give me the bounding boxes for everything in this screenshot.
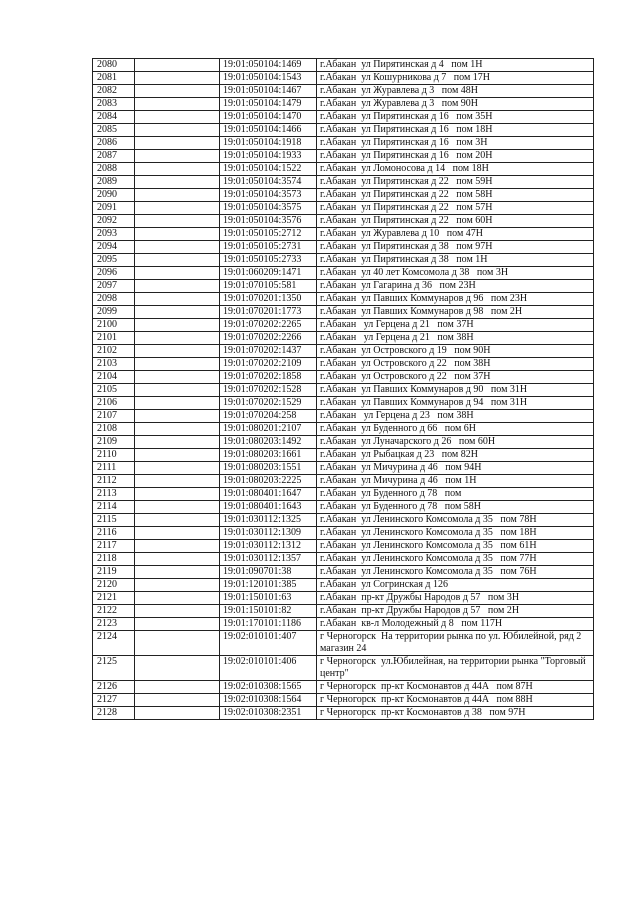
empty-cell [135,124,220,137]
address-cell: г.Абакан ул Пирятинская д 16 пом 20Н [317,150,594,163]
cadastral-number-cell: 19:02:010308:1565 [220,681,317,694]
table-row [93,111,594,124]
table-row [93,280,594,293]
table-row [93,254,594,267]
empty-cell [135,189,220,202]
table-row [93,553,594,566]
empty-cell [135,631,220,656]
cadastral-number-cell: 19:01:050104:1918 [220,137,317,150]
cadastral-number-cell: 19:01:070202:1858 [220,371,317,384]
address-cell: г.Абакан ул Пирятинская д 16 пом 35Н [317,111,594,124]
cadastral-number-cell: 19:01:050104:3573 [220,189,317,202]
table-row [93,85,594,98]
address-cell: г.Абакан ул Журавлева д 3 пом 48Н [317,85,594,98]
address-cell: г.Абакан ул Рыбацкая д 23 пом 82Н [317,449,594,462]
table-row [93,332,594,345]
table-row [93,449,594,462]
row-number-cell: 2092 [93,215,135,228]
empty-cell [135,514,220,527]
cadastral-number-cell: 19:01:070105:581 [220,280,317,293]
row-number-cell: 2088 [93,163,135,176]
address-cell: г.Абакан ул Пирятинская д 22 пом 57Н [317,202,594,215]
cadastral-number-cell: 19:01:170101:1186 [220,618,317,631]
empty-cell [135,293,220,306]
row-number-cell: 2105 [93,384,135,397]
cadastral-number-cell: 19:01:050104:1522 [220,163,317,176]
row-number-cell: 2104 [93,371,135,384]
empty-cell [135,176,220,189]
row-number-cell: 2107 [93,410,135,423]
empty-cell [135,85,220,98]
empty-cell [135,681,220,694]
address-cell: г.Абакан ул Пирятинская д 38 пом 97Н [317,241,594,254]
row-number-cell: 2113 [93,488,135,501]
row-number-cell: 2124 [93,631,135,656]
address-cell: г.Абакан ул Пирятинская д 22 пом 58Н [317,189,594,202]
row-number-cell: 2102 [93,345,135,358]
address-cell: г.Абакан ул Павших Коммунаров д 96 пом 23Н [317,293,594,306]
empty-cell [135,566,220,579]
empty-cell [135,579,220,592]
table-row [93,228,594,241]
address-cell: г.Абакан ул Буденного д 78 пом 58Н [317,501,594,514]
row-number-cell: 2093 [93,228,135,241]
address-cell: г.Абакан ул Герцена д 21 пом 38Н [317,332,594,345]
empty-cell [135,397,220,410]
cadastral-number-cell: 19:01:050104:1467 [220,85,317,98]
address-cell: г.Абакан ул Пирятинская д 38 пом 1Н [317,254,594,267]
empty-cell [135,358,220,371]
address-cell: г.Абакан ул Островского д 22 пом 38Н [317,358,594,371]
table-row [93,124,594,137]
cadastral-number-cell: 19:01:070201:1773 [220,306,317,319]
table-row [93,150,594,163]
address-cell: г.Абакан ул Павших Коммунаров д 90 пом 31Н [317,384,594,397]
empty-cell [135,215,220,228]
address-cell: г.Абакан ул Герцена д 23 пом 38Н [317,410,594,423]
address-cell: г.Абакан ул Ломоносова д 14 пом 18Н [317,163,594,176]
address-cell: г Черногорск пр-кт Космонавтов д 38 пом 97Н [317,707,594,720]
cadastral-number-cell: 19:01:050104:3575 [220,202,317,215]
cadastral-number-cell: 19:02:010308:2351 [220,707,317,720]
row-number-cell: 2089 [93,176,135,189]
cadastral-number-cell: 19:01:080201:2107 [220,423,317,436]
row-number-cell: 2117 [93,540,135,553]
row-number-cell: 2087 [93,150,135,163]
row-number-cell: 2128 [93,707,135,720]
row-number-cell: 2112 [93,475,135,488]
address-cell: г.Абакан ул 40 лет Комсомола д 38 пом 3Н [317,267,594,280]
empty-cell [135,228,220,241]
table-row [93,681,594,694]
table-row [93,605,594,618]
row-number-cell: 2094 [93,241,135,254]
table-row [93,488,594,501]
table-row [93,358,594,371]
table-row [93,176,594,189]
table-row [93,540,594,553]
empty-cell [135,150,220,163]
row-number-cell: 2091 [93,202,135,215]
empty-cell [135,319,220,332]
address-cell: г.Абакан ул Мичурина д 46 пом 1Н [317,475,594,488]
empty-cell [135,527,220,540]
address-cell: г.Абакан ул Кошурникова д 7 пом 17Н [317,72,594,85]
cadastral-number-cell: 19:01:070204:258 [220,410,317,423]
empty-cell [135,384,220,397]
cadastral-number-cell: 19:01:070202:1437 [220,345,317,358]
empty-cell [135,475,220,488]
cadastral-number-cell: 19:01:070202:1528 [220,384,317,397]
row-number-cell: 2086 [93,137,135,150]
cadastral-number-cell: 19:02:010101:407 [220,631,317,656]
row-number-cell: 2122 [93,605,135,618]
empty-cell [135,462,220,475]
empty-cell [135,605,220,618]
table-row [93,410,594,423]
empty-cell [135,241,220,254]
table-row [93,436,594,449]
empty-cell [135,449,220,462]
address-cell: г.Абакан ул Герцена д 21 пом 37Н [317,319,594,332]
cadastral-number-cell: 19:01:070202:2109 [220,358,317,371]
cadastral-number-cell: 19:01:080401:1643 [220,501,317,514]
table-row [93,371,594,384]
row-number-cell: 2097 [93,280,135,293]
empty-cell [135,694,220,707]
table-row [93,137,594,150]
table-row [93,514,594,527]
empty-cell [135,254,220,267]
cadastral-number-cell: 19:01:030112:1325 [220,514,317,527]
row-number-cell: 2096 [93,267,135,280]
address-cell: г.Абакан ул Согринская д 126 [317,579,594,592]
table-row [93,694,594,707]
address-cell: г Черногорск пр-кт Космонавтов д 44А пом 88Н [317,694,594,707]
registry-table [92,58,594,720]
empty-cell [135,410,220,423]
address-cell: г.Абакан ул Ленинского Комсомола д 35 пом 61Н [317,540,594,553]
address-cell: г.Абакан ул Ленинского Комсомола д 35 пом 78Н [317,514,594,527]
row-number-cell: 2119 [93,566,135,579]
row-number-cell: 2090 [93,189,135,202]
empty-cell [135,618,220,631]
address-cell: г.Абакан ул Ленинского Комсомола д 35 пом 18Н [317,527,594,540]
table-row [93,592,594,605]
cadastral-number-cell: 19:01:080203:1661 [220,449,317,462]
empty-cell [135,656,220,681]
table-row [93,618,594,631]
empty-cell [135,137,220,150]
address-cell: г.Абакан ул Павших Коммунаров д 94 пом 31Н [317,397,594,410]
row-number-cell: 2095 [93,254,135,267]
empty-cell [135,163,220,176]
cadastral-number-cell: 19:01:090701:38 [220,566,317,579]
empty-cell [135,59,220,72]
row-number-cell: 2120 [93,579,135,592]
address-cell: г.Абакан ул Мичурина д 46 пом 94Н [317,462,594,475]
table-row [93,423,594,436]
row-number-cell: 2111 [93,462,135,475]
address-cell: г.Абакан ул Островского д 19 пом 90Н [317,345,594,358]
address-cell: г.Абакан ул Павших Коммунаров д 98 пом 2Н [317,306,594,319]
table-row [93,202,594,215]
table-row [93,59,594,72]
table-row [93,319,594,332]
address-cell: г Черногорск На территории рынка по ул. Юбилейной, ряд 2 магазин 24 [317,631,594,656]
cadastral-number-cell: 19:01:080203:1492 [220,436,317,449]
empty-cell [135,423,220,436]
empty-cell [135,436,220,449]
row-number-cell: 2099 [93,306,135,319]
table-row [93,462,594,475]
table-row [93,189,594,202]
row-number-cell: 2114 [93,501,135,514]
table-row [93,72,594,85]
address-cell: г.Абакан ул Пирятинская д 22 пом 59Н [317,176,594,189]
row-number-cell: 2127 [93,694,135,707]
empty-cell [135,306,220,319]
address-cell: г.Абакан пр-кт Дружбы Народов д 57 пом 2Н [317,605,594,618]
table-row [93,293,594,306]
row-number-cell: 2118 [93,553,135,566]
address-cell: г.Абакан ул Пирятинская д 4 пом 1Н [317,59,594,72]
empty-cell [135,707,220,720]
cadastral-number-cell: 19:01:050104:1469 [220,59,317,72]
cadastral-number-cell: 19:01:030112:1357 [220,553,317,566]
row-number-cell: 2084 [93,111,135,124]
address-cell: г Черногорск пр-кт Космонавтов д 44А пом 87Н [317,681,594,694]
cadastral-number-cell: 19:01:120101:385 [220,579,317,592]
table-row [93,631,594,656]
empty-cell [135,267,220,280]
cadastral-number-cell: 19:02:010308:1564 [220,694,317,707]
table-row [93,707,594,720]
cadastral-number-cell: 19:01:070202:2265 [220,319,317,332]
row-number-cell: 2123 [93,618,135,631]
address-cell: г.Абакан ул Буденного д 66 пом 6Н [317,423,594,436]
cadastral-number-cell: 19:01:150101:63 [220,592,317,605]
table-row [93,163,594,176]
table-row [93,306,594,319]
row-number-cell: 2116 [93,527,135,540]
table-row [93,579,594,592]
empty-cell [135,540,220,553]
empty-cell [135,98,220,111]
empty-cell [135,111,220,124]
table-row [93,397,594,410]
row-number-cell: 2103 [93,358,135,371]
address-cell: г.Абакан ул Журавлева д 3 пом 90Н [317,98,594,111]
cadastral-number-cell: 19:01:050104:1470 [220,111,317,124]
cadastral-number-cell: 19:01:050105:2712 [220,228,317,241]
row-number-cell: 2080 [93,59,135,72]
cadastral-number-cell: 19:01:050105:2731 [220,241,317,254]
cadastral-number-cell: 19:01:060209:1471 [220,267,317,280]
address-cell: г Черногорск ул.Юбилейная, на территории рынка "Торговый центр" [317,656,594,681]
cadastral-number-cell: 19:01:080203:2225 [220,475,317,488]
row-number-cell: 2108 [93,423,135,436]
cadastral-number-cell: 19:01:050104:1466 [220,124,317,137]
table-row [93,475,594,488]
cadastral-number-cell: 19:01:050105:2733 [220,254,317,267]
table-row [93,345,594,358]
cadastral-number-cell: 19:01:050104:3574 [220,176,317,189]
row-number-cell: 2082 [93,85,135,98]
address-cell: г.Абакан ул Буденного д 78 пом [317,488,594,501]
empty-cell [135,501,220,514]
row-number-cell: 2081 [93,72,135,85]
row-number-cell: 2115 [93,514,135,527]
address-cell: г.Абакан пр-кт Дружбы Народов д 57 пом 3Н [317,592,594,605]
empty-cell [135,592,220,605]
row-number-cell: 2121 [93,592,135,605]
empty-cell [135,202,220,215]
cadastral-number-cell: 19:01:030112:1309 [220,527,317,540]
address-cell: г.Абакан ул Пирятинская д 22 пом 60Н [317,215,594,228]
registry-table-body [93,59,594,720]
table-row [93,98,594,111]
row-number-cell: 2098 [93,293,135,306]
row-number-cell: 2100 [93,319,135,332]
row-number-cell: 2109 [93,436,135,449]
address-cell: г.Абакан ул Журавлева д 10 пом 47Н [317,228,594,241]
table-row [93,241,594,254]
cadastral-number-cell: 19:01:080401:1647 [220,488,317,501]
table-row [93,501,594,514]
empty-cell [135,332,220,345]
address-cell: г.Абакан кв-л Молодежный д 8 пом 117Н [317,618,594,631]
row-number-cell: 2106 [93,397,135,410]
cadastral-number-cell: 19:01:050104:1933 [220,150,317,163]
empty-cell [135,280,220,293]
table-row [93,527,594,540]
empty-cell [135,72,220,85]
cadastral-number-cell: 19:01:150101:82 [220,605,317,618]
cadastral-number-cell: 19:01:050104:3576 [220,215,317,228]
row-number-cell: 2083 [93,98,135,111]
cadastral-number-cell: 19:01:070202:1529 [220,397,317,410]
empty-cell [135,371,220,384]
row-number-cell: 2126 [93,681,135,694]
empty-cell [135,488,220,501]
table-row [93,656,594,681]
cadastral-number-cell: 19:01:070201:1350 [220,293,317,306]
address-cell: г.Абакан ул Ленинского Комсомола д 35 пом 77Н [317,553,594,566]
cadastral-number-cell: 19:01:030112:1312 [220,540,317,553]
address-cell: г.Абакан ул Ленинского Комсомола д 35 пом 76Н [317,566,594,579]
row-number-cell: 2110 [93,449,135,462]
cadastral-number-cell: 19:01:050104:1543 [220,72,317,85]
cadastral-number-cell: 19:01:050104:1479 [220,98,317,111]
cadastral-number-cell: 19:02:010101:406 [220,656,317,681]
empty-cell [135,553,220,566]
row-number-cell: 2125 [93,656,135,681]
address-cell: г.Абакан ул Островского д 22 пом 37Н [317,371,594,384]
address-cell: г.Абакан ул Пирятинская д 16 пом 3Н [317,137,594,150]
address-cell: г.Абакан ул Пирятинская д 16 пом 18Н [317,124,594,137]
row-number-cell: 2101 [93,332,135,345]
table-row [93,566,594,579]
table-row [93,215,594,228]
table-row [93,384,594,397]
table-row [93,267,594,280]
cadastral-number-cell: 19:01:070202:2266 [220,332,317,345]
cadastral-number-cell: 19:01:080203:1551 [220,462,317,475]
empty-cell [135,345,220,358]
address-cell: г.Абакан ул Луначарского д 26 пом 60Н [317,436,594,449]
address-cell: г.Абакан ул Гагарина д 36 пом 23Н [317,280,594,293]
row-number-cell: 2085 [93,124,135,137]
